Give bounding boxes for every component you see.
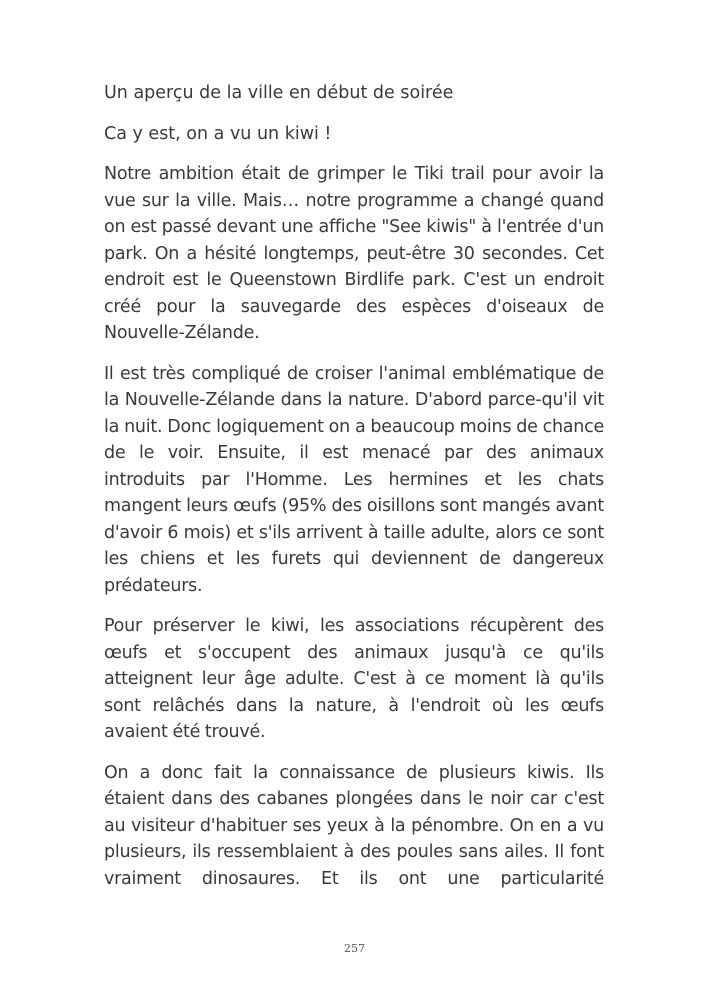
paragraph: Il est très compliqué de croiser l'animal emblématique de la Nouvelle-Zélande dans la nature. D'abord parce-qu'il vit la nuit. Donc logiquement on a beaucoup moins de chance de le voir. Ensuite, il est menacé par des animaux introduits par l'Homme. Les hermines et les chats mangent leurs œufs (95% des oisillons sont mangés avant d'avoir 6 mois) et s'ils arrivent à taille adulte, alors ce sont les chiens et les furets qui deviennent de dangereux prédateurs. [104, 363, 604, 596]
paragraph: Pour préserver le kiwi, les associations récupèrent des œufs et s'occupent des animaux jusqu'à ce qu'ils atteignent leur âge adulte. C'est à ce moment là qu'ils sont relâchés dans la nature, à l'endroit où les œufs avaient été trouvé. [104, 616, 604, 742]
paragraph: Notre ambition était de grimper le Tiki trail pour avoir la vue sur la ville. Mais… notre programme a changé quand on est passé devant une affiche "See kiwis" à l'entrée d'un park. On a hésité longtemps, peut-être 30 secondes. Cet endroit est le Queenstown Birdlife park. C'est un endroit créé pour la sauvegarde des espèces d'oiseaux de Nouvelle-Zélande. [104, 164, 604, 343]
page-body [104, 80, 604, 906]
photo-caption: Un aperçu de la ville en début de soirée [104, 83, 454, 103]
page-number: 257 [344, 942, 365, 955]
paragraph: On a donc fait la connaissance de plusieurs kiwis. Ils étaient dans des cabanes plongées dans le noir car c'est au visiteur d'habituer ses yeux à la pénombre. On en a vu plusieurs, ils ressemblaient à des poules sans ailes. Il font vraiment dinosaures. Et ils ont une particularité [104, 762, 604, 889]
section-heading: Ca y est, on a vu un kiwi ! [104, 123, 332, 144]
